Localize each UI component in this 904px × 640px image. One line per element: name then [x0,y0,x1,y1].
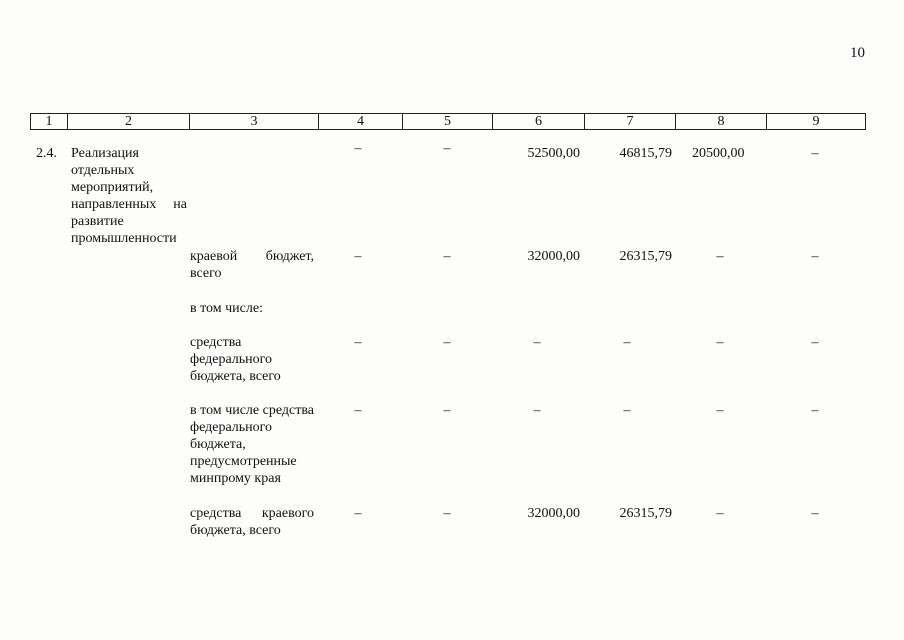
subrow-4-c8: – [716,403,724,418]
subrow-4-c4: – [354,403,362,418]
table-header [30,113,866,130]
subrow-1-c8: – [716,249,724,264]
header-col-6: 6 [493,114,585,129]
header-col-4: 4 [319,114,403,129]
subrow-5-c9: – [811,506,819,521]
main-value-c6: 52500,00 [527,146,580,161]
subrow-1-c6: 32000,00 [527,249,580,264]
subrow-3-label: средства федерального бюджета, всего [190,335,281,384]
subrow-4-c5: – [443,403,451,418]
subrow-5-c7: 26315,79 [619,506,672,521]
subrow-4-c7: – [623,403,631,418]
subrow-3-c7: – [623,335,631,350]
subrow-3-c5: – [443,335,451,350]
subrow-1-c5: – [443,249,451,264]
subrow-3-c9: – [811,335,819,350]
subrow-2-label: в том числе: [190,301,263,316]
header-col-9: 9 [812,114,820,129]
main-value-c8: 20500,00 [692,146,745,161]
subrow-5-c6: 32000,00 [527,506,580,521]
subrow-4-label: в том числе средства федерального бюджета, предусмотренные минпрому края [190,403,314,486]
main-value-c9: – [811,146,819,161]
main-value-c7: 46815,79 [619,146,672,161]
header-col-8: 8 [676,114,767,129]
subrow-3-c6: – [533,335,541,350]
subrow-5-label: средства краевого бюджета, всего [190,506,314,538]
row-title: Реализация отдельных мероприятий, направленных на развитие промышленности [71,146,187,246]
subrow-1-label: краевой бюджет, всего [190,249,314,281]
header-col-1: 1 [31,114,68,129]
subrow-1-c9: – [811,249,819,264]
page-number: 10 [850,45,865,61]
subrow-1-c7: 26315,79 [619,249,672,264]
subrow-4-c6: – [533,403,541,418]
header-col-2: 2 [68,114,190,129]
main-value-c4: – [354,141,362,156]
subrow-4-c9: – [811,403,819,418]
subrow-5-c4: – [354,506,362,521]
subrow-3-c4: – [354,335,362,350]
subrow-1-c4: – [354,249,362,264]
main-value-c5: – [443,141,451,156]
row-number: 2.4. [36,146,57,161]
subrow-5-c5: – [443,506,451,521]
header-col-3: 3 [190,114,319,129]
subrow-5-c8: – [716,506,724,521]
subrow-3-c8: – [716,335,724,350]
header-col-7: 7 [585,114,676,129]
header-col-5: 5 [403,114,493,129]
